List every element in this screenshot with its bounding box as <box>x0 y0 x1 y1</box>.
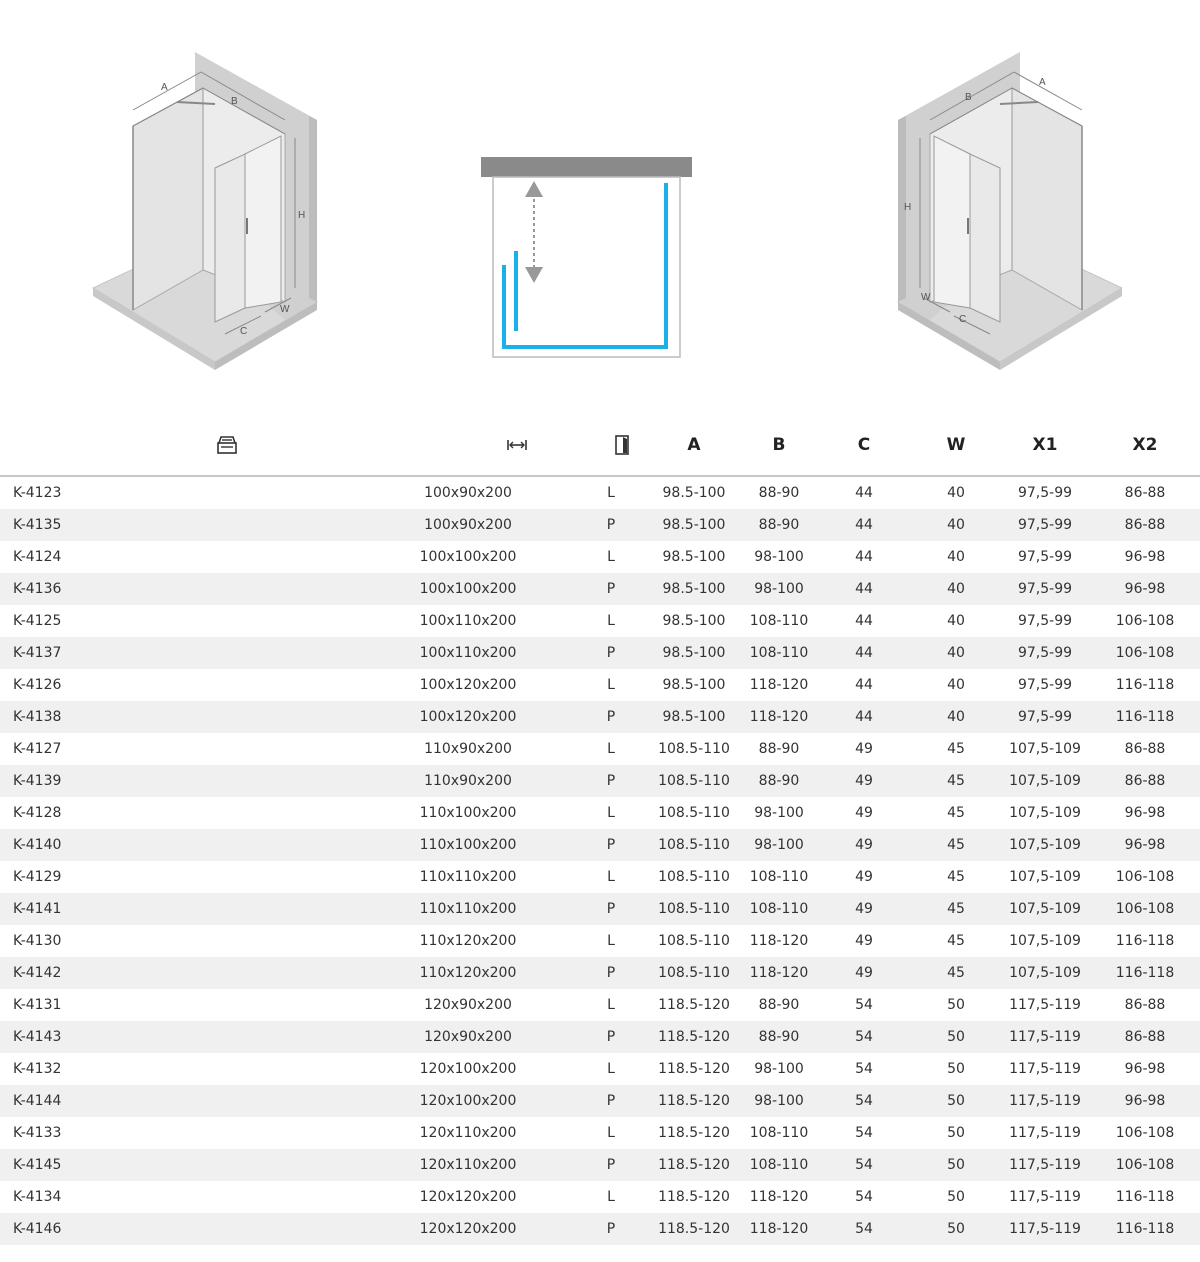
cell-b: 118-120 <box>749 1189 809 1205</box>
cell-w: 45 <box>947 805 965 821</box>
width-arrows-icon <box>506 438 528 452</box>
cell-size: 110x120x200 <box>419 933 517 949</box>
table-row <box>0 701 1200 733</box>
table-row <box>0 1053 1200 1085</box>
cell-x2: 86-88 <box>1090 765 1200 797</box>
cell-size: 100x100x200 <box>160 573 576 605</box>
cell-side: P <box>576 1021 646 1053</box>
cell-b: 118-120 <box>742 701 816 733</box>
cell-w: 40 <box>912 573 1000 605</box>
table-row <box>0 1181 1200 1213</box>
cell-b: 108-110 <box>742 637 816 669</box>
table-row <box>0 605 1200 637</box>
cell-w: 45 <box>912 765 1000 797</box>
cell-side: P <box>576 701 646 733</box>
cell-c: 44 <box>855 549 873 565</box>
cell-code: K-4132 <box>13 1061 62 1077</box>
table-row <box>0 893 1200 925</box>
dim-label-h: H <box>904 202 912 213</box>
cell-x1: 117,5-119 <box>1009 1061 1081 1077</box>
cell-side: L <box>607 549 615 565</box>
cell-c: 49 <box>855 869 873 885</box>
cell-a: 108.5-110 <box>658 869 730 885</box>
cell-b: 88-90 <box>742 765 816 797</box>
cell-side: L <box>607 933 615 949</box>
cell-a: 98.5-100 <box>662 613 726 629</box>
cell-side: P <box>576 893 646 925</box>
cell-b: 118-120 <box>742 957 816 989</box>
cell-size: 110x120x200 <box>160 957 576 989</box>
cell-c: 44 <box>855 485 873 501</box>
cell-x1: 107,5-109 <box>1009 869 1081 885</box>
cell-code: K-4123 <box>13 485 62 501</box>
cell-size: 110x100x200 <box>160 829 576 861</box>
cell-a: 108.5-110 <box>646 765 742 797</box>
left-enclosure-diagram <box>85 40 330 370</box>
cell-size: 120x90x200 <box>424 997 512 1013</box>
cell-a: 108.5-110 <box>658 741 730 757</box>
cell-x2: 96-98 <box>1124 549 1166 565</box>
cell-x1: 107,5-109 <box>1000 893 1090 925</box>
cell-code: K-4141 <box>0 893 160 925</box>
cell-c: 49 <box>816 765 912 797</box>
cell-w: 50 <box>947 997 965 1013</box>
cell-x2: 116-118 <box>1115 933 1175 949</box>
cell-side: L <box>607 997 615 1013</box>
cell-c: 49 <box>855 741 873 757</box>
cell-code: K-4136 <box>0 573 160 605</box>
cell-b: 118-120 <box>749 677 809 693</box>
cell-code: K-4126 <box>13 677 62 693</box>
table-row <box>0 989 1200 1021</box>
cell-w: 40 <box>947 485 965 501</box>
cell-x2: 86-88 <box>1124 741 1166 757</box>
cell-x1: 107,5-109 <box>1009 933 1081 949</box>
table-row <box>0 541 1200 573</box>
cell-w: 40 <box>947 549 965 565</box>
cell-x1: 117,5-119 <box>1009 1189 1081 1205</box>
cell-x1: 107,5-109 <box>1000 829 1090 861</box>
cell-x2: 116-118 <box>1090 957 1200 989</box>
cell-size: 120x100x200 <box>160 1085 576 1117</box>
cell-code: K-4140 <box>0 829 160 861</box>
cell-code: K-4125 <box>13 613 62 629</box>
cell-x2: 116-118 <box>1090 701 1200 733</box>
cell-b: 88-90 <box>758 741 800 757</box>
cell-a: 108.5-110 <box>646 957 742 989</box>
cell-x2: 106-108 <box>1115 869 1175 885</box>
table-row <box>0 925 1200 957</box>
dim-label-a: A <box>1039 77 1046 88</box>
cell-x2: 96-98 <box>1090 573 1200 605</box>
cell-c: 44 <box>816 637 912 669</box>
cell-a: 118.5-120 <box>658 1125 730 1141</box>
cell-x2: 106-108 <box>1090 1149 1200 1181</box>
plan-view-diagram <box>480 155 695 360</box>
cell-side: L <box>607 613 615 629</box>
cell-code: K-4143 <box>0 1021 160 1053</box>
cell-a: 118.5-120 <box>658 1189 730 1205</box>
cell-w: 50 <box>912 1021 1000 1053</box>
cell-size: 120x120x200 <box>160 1213 576 1245</box>
table-row <box>0 1021 1200 1053</box>
cell-x1: 117,5-119 <box>1000 1021 1090 1053</box>
cell-b: 98-100 <box>742 573 816 605</box>
dim-label-w: W <box>280 304 290 315</box>
cell-side: P <box>576 509 646 541</box>
table-row <box>0 669 1200 701</box>
cell-a: 118.5-120 <box>658 1061 730 1077</box>
cell-size: 110x110x200 <box>419 869 517 885</box>
cell-side: L <box>607 1189 615 1205</box>
cell-b: 108-110 <box>749 869 809 885</box>
cell-x2: 116-118 <box>1090 1213 1200 1245</box>
header-b: B <box>742 415 816 476</box>
table-row <box>0 957 1200 989</box>
cell-x1: 97,5-99 <box>1000 701 1090 733</box>
cell-a: 108.5-110 <box>658 933 730 949</box>
cell-side: L <box>607 1061 615 1077</box>
cell-b: 98-100 <box>742 1085 816 1117</box>
cell-x1: 107,5-109 <box>1000 957 1090 989</box>
cell-a: 98.5-100 <box>646 509 742 541</box>
cell-x2: 96-98 <box>1090 1085 1200 1117</box>
cell-size: 120x110x200 <box>419 1125 517 1141</box>
cell-w: 40 <box>912 509 1000 541</box>
cell-x2: 106-108 <box>1115 613 1175 629</box>
product-code-icon <box>216 435 238 455</box>
header-size <box>456 415 576 476</box>
cell-b: 98-100 <box>754 549 804 565</box>
cell-b: 118-120 <box>742 1213 816 1245</box>
cell-side: P <box>576 957 646 989</box>
cell-a: 98.5-100 <box>646 701 742 733</box>
table-row <box>0 637 1200 669</box>
cell-x2: 86-88 <box>1090 1021 1200 1053</box>
cell-c: 54 <box>855 1189 873 1205</box>
table-row <box>0 829 1200 861</box>
cell-x1: 107,5-109 <box>1009 741 1081 757</box>
cell-b: 98-100 <box>754 805 804 821</box>
cell-side: P <box>576 765 646 797</box>
cell-x1: 97,5-99 <box>1017 613 1073 629</box>
cell-c: 49 <box>816 957 912 989</box>
cell-w: 45 <box>912 957 1000 989</box>
cell-a: 98.5-100 <box>662 485 726 501</box>
cell-size: 110x100x200 <box>419 805 517 821</box>
cell-w: 50 <box>912 1085 1000 1117</box>
cell-side: L <box>607 741 615 757</box>
cell-w: 50 <box>947 1125 965 1141</box>
table-row <box>0 861 1200 893</box>
cell-w: 40 <box>912 701 1000 733</box>
cell-b: 88-90 <box>758 485 800 501</box>
cell-c: 54 <box>855 1125 873 1141</box>
cell-code: K-4130 <box>13 933 62 949</box>
cell-a: 98.5-100 <box>646 573 742 605</box>
cell-a: 108.5-110 <box>646 893 742 925</box>
cell-size: 100x90x200 <box>160 509 576 541</box>
cell-code: K-4127 <box>13 741 62 757</box>
cell-size: 100x110x200 <box>419 613 517 629</box>
cell-code: K-4129 <box>13 869 62 885</box>
table-row <box>0 476 1200 509</box>
cell-b: 108-110 <box>742 893 816 925</box>
cell-a: 98.5-100 <box>662 677 726 693</box>
cell-x1: 97,5-99 <box>1000 637 1090 669</box>
table-row <box>0 733 1200 765</box>
header-x2: X2 <box>1090 415 1200 476</box>
cell-size: 120x110x200 <box>160 1149 576 1181</box>
cell-code: K-4144 <box>0 1085 160 1117</box>
cell-w: 50 <box>912 1149 1000 1181</box>
cell-a: 98.5-100 <box>662 549 726 565</box>
cell-x1: 97,5-99 <box>1000 509 1090 541</box>
cell-c: 54 <box>855 1061 873 1077</box>
cell-x2: 106-108 <box>1090 637 1200 669</box>
cell-x1: 107,5-109 <box>1009 805 1081 821</box>
cell-side: L <box>607 485 615 501</box>
cell-w: 40 <box>947 677 965 693</box>
cell-x2: 86-88 <box>1124 485 1166 501</box>
table-row <box>0 1149 1200 1181</box>
cell-c: 54 <box>816 1213 912 1245</box>
cell-a: 98.5-100 <box>646 637 742 669</box>
cell-code: K-4131 <box>13 997 62 1013</box>
cell-code: K-4124 <box>13 549 62 565</box>
cell-side: L <box>607 805 615 821</box>
cell-w: 45 <box>947 741 965 757</box>
cell-x2: 96-98 <box>1090 829 1200 861</box>
cell-x2: 106-108 <box>1090 893 1200 925</box>
cell-c: 54 <box>816 1085 912 1117</box>
cell-b: 108-110 <box>742 1149 816 1181</box>
cell-b: 118-120 <box>749 933 809 949</box>
cell-w: 45 <box>912 893 1000 925</box>
cell-w: 50 <box>912 1213 1000 1245</box>
cell-side: P <box>576 1085 646 1117</box>
cell-w: 40 <box>912 637 1000 669</box>
table-row <box>0 573 1200 605</box>
cell-code: K-4137 <box>0 637 160 669</box>
table-row <box>0 1085 1200 1117</box>
dim-label-c: C <box>240 326 248 337</box>
cell-x1: 117,5-119 <box>1000 1149 1090 1181</box>
cell-size: 120x90x200 <box>160 1021 576 1053</box>
cell-c: 44 <box>816 573 912 605</box>
cell-x2: 86-88 <box>1124 997 1166 1013</box>
cell-b: 88-90 <box>758 997 800 1013</box>
right-enclosure-diagram <box>885 40 1130 370</box>
cell-x1: 97,5-99 <box>1017 485 1073 501</box>
table-body <box>0 476 1200 1245</box>
cell-code: K-4146 <box>0 1213 160 1245</box>
cell-c: 54 <box>855 997 873 1013</box>
cell-x1: 97,5-99 <box>1017 549 1073 565</box>
cell-size: 100x110x200 <box>160 637 576 669</box>
cell-a: 118.5-120 <box>658 997 730 1013</box>
cell-x2: 96-98 <box>1124 1061 1166 1077</box>
dim-label-w: W <box>921 292 931 303</box>
cell-side: P <box>576 573 646 605</box>
header-w: W <box>912 415 1000 476</box>
cell-b: 108-110 <box>749 1125 809 1141</box>
cell-w: 40 <box>947 613 965 629</box>
cell-a: 118.5-120 <box>646 1213 742 1245</box>
cell-w: 50 <box>947 1189 965 1205</box>
cell-x2: 106-108 <box>1115 1125 1175 1141</box>
cell-c: 49 <box>855 805 873 821</box>
cell-c: 44 <box>816 509 912 541</box>
dim-label-a: A <box>161 82 168 93</box>
cell-size: 110x90x200 <box>424 741 512 757</box>
table-header-row <box>0 415 1200 476</box>
cell-size: 100x120x200 <box>419 677 517 693</box>
cell-side: L <box>607 677 615 693</box>
cell-w: 45 <box>947 869 965 885</box>
table-row <box>0 1117 1200 1149</box>
cell-w: 45 <box>947 933 965 949</box>
dim-label-c: C <box>959 314 967 325</box>
cell-code: K-4134 <box>13 1189 62 1205</box>
cell-c: 44 <box>855 677 873 693</box>
cell-size: 110x110x200 <box>160 893 576 925</box>
table-row <box>0 1213 1200 1245</box>
table-row <box>0 765 1200 797</box>
door-side-icon <box>614 435 630 455</box>
cell-side: P <box>576 637 646 669</box>
cell-a: 118.5-120 <box>646 1149 742 1181</box>
header-x1: X1 <box>1000 415 1090 476</box>
cell-size: 110x90x200 <box>160 765 576 797</box>
cell-size: 100x120x200 <box>160 701 576 733</box>
cell-x1: 117,5-119 <box>1000 1085 1090 1117</box>
header-code <box>0 415 456 476</box>
cell-size: 100x90x200 <box>424 485 512 501</box>
dim-label-b: B <box>965 92 972 103</box>
cell-b: 88-90 <box>742 1021 816 1053</box>
table-row <box>0 509 1200 541</box>
cell-c: 54 <box>816 1021 912 1053</box>
cell-size: 120x120x200 <box>419 1189 517 1205</box>
cell-b: 108-110 <box>749 613 809 629</box>
cell-b: 88-90 <box>742 509 816 541</box>
cell-a: 118.5-120 <box>646 1021 742 1053</box>
cell-a: 108.5-110 <box>658 805 730 821</box>
cell-x1: 97,5-99 <box>1017 677 1073 693</box>
cell-b: 98-100 <box>742 829 816 861</box>
cell-b: 98-100 <box>754 1061 804 1077</box>
cell-c: 54 <box>816 1149 912 1181</box>
cell-side: P <box>576 1213 646 1245</box>
cell-x2: 116-118 <box>1115 1189 1175 1205</box>
cell-c: 44 <box>816 701 912 733</box>
cell-code: K-4135 <box>0 509 160 541</box>
cell-side: L <box>607 1125 615 1141</box>
cell-c: 49 <box>855 933 873 949</box>
cell-x2: 96-98 <box>1124 805 1166 821</box>
dim-label-b: B <box>231 96 238 107</box>
cell-code: K-4145 <box>0 1149 160 1181</box>
cell-a: 118.5-120 <box>646 1085 742 1117</box>
cell-x1: 97,5-99 <box>1000 573 1090 605</box>
cell-size: 120x100x200 <box>419 1061 517 1077</box>
cell-x1: 117,5-119 <box>1009 1125 1081 1141</box>
cell-code: K-4128 <box>13 805 62 821</box>
header-door <box>576 415 646 476</box>
spec-table <box>0 415 1200 1245</box>
cell-a: 108.5-110 <box>646 829 742 861</box>
diagram-area <box>0 0 1200 400</box>
cell-c: 49 <box>816 893 912 925</box>
cell-code: K-4139 <box>0 765 160 797</box>
cell-size: 100x100x200 <box>419 549 517 565</box>
cell-c: 49 <box>816 829 912 861</box>
dim-label-h: H <box>298 210 306 221</box>
cell-side: P <box>576 829 646 861</box>
header-a: A <box>646 415 742 476</box>
cell-side: P <box>576 1149 646 1181</box>
cell-x2: 116-118 <box>1115 677 1175 693</box>
cell-w: 50 <box>947 1061 965 1077</box>
cell-w: 45 <box>912 829 1000 861</box>
cell-code: K-4138 <box>0 701 160 733</box>
table-row <box>0 797 1200 829</box>
cell-c: 44 <box>855 613 873 629</box>
header-c: C <box>816 415 912 476</box>
cell-x2: 86-88 <box>1090 509 1200 541</box>
cell-side: L <box>607 869 615 885</box>
cell-x1: 107,5-109 <box>1000 765 1090 797</box>
cell-x1: 117,5-119 <box>1000 1213 1090 1245</box>
cell-code: K-4133 <box>13 1125 62 1141</box>
cell-x1: 117,5-119 <box>1009 997 1081 1013</box>
cell-code: K-4142 <box>0 957 160 989</box>
